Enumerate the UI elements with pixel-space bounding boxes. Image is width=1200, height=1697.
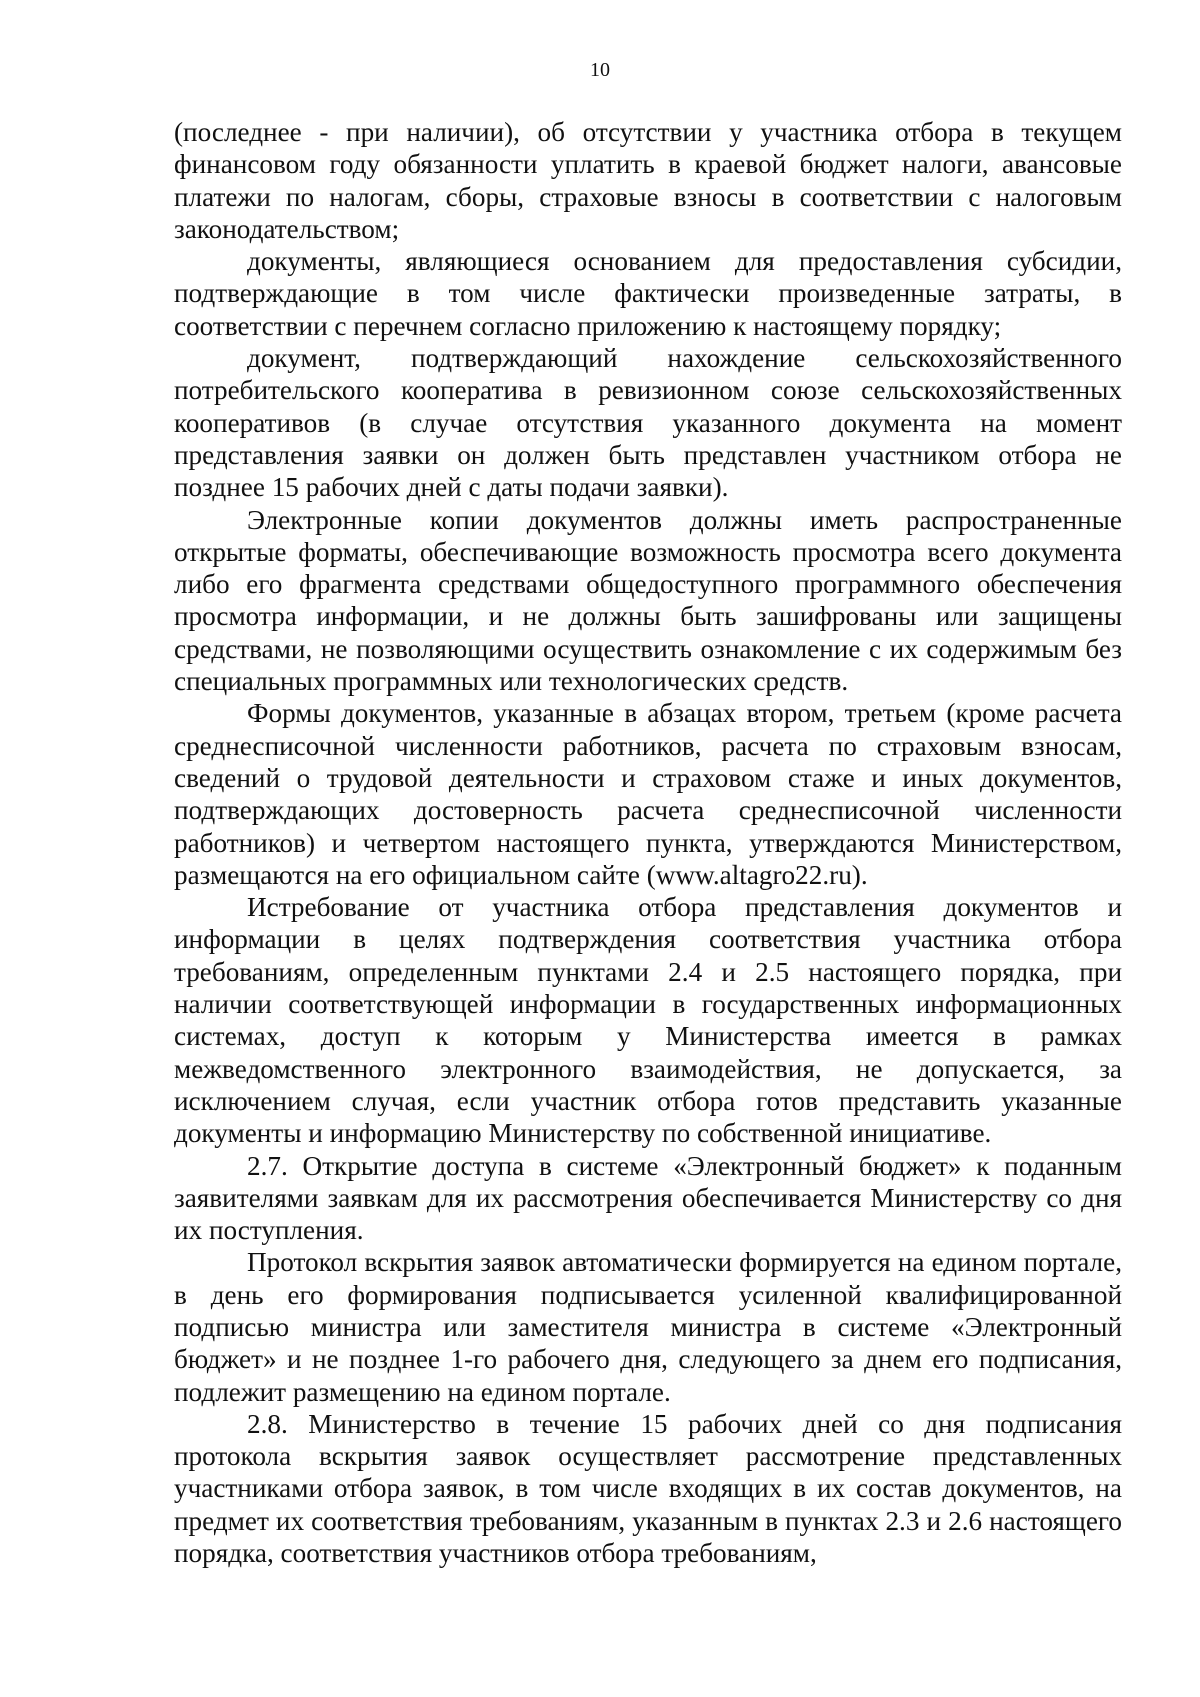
paragraph-5: Формы документов, указанные в абзацах втором, третьем (кроме расчета среднесписочной численности работников, расчета по страховым взносам, сведений о трудовой деятельности и страховом стаже и иных документов, подтверждающих достоверность расчета среднесписочной численности работников) и четвертом настоящего пункта, утверждаются Министерством, размещаются на его официальном сайте (www.altagro22.ru). — [174, 698, 1122, 890]
paragraph-1: (последнее - при наличии), об отсутствии у участника отбора в текущем финансовом году обязанности уплатить в краевой бюджет налоги, авансовые платежи по налогам, сборы, страховые взносы в соответствии с налоговым законодательством; — [174, 117, 1122, 244]
paragraph-6: Истребование от участника отбора представления документов и информации в целях подтверждения соответствия участника отбора требованиям, определенным пунктами 2.4 и 2.5 настоящего порядка, при наличии соответствующей информации в государственных информационных системах, доступ к которым у Министерства имеется в рамках межведомственного электронного взаимодействия, не допускается, за исключением случая, если участник отбора готов представить указанные документы и информацию Министерству по собственной инициативе. — [174, 892, 1122, 1149]
paragraph-7-section-2-7: 2.7. Открытие доступа в системе «Электронный бюджет» к поданным заявителями заявкам для их рассмотрения обеспечивается Министерству со дня их поступления. — [174, 1150, 1122, 1246]
document-body — [174, 116, 1122, 1569]
page-number: 10 — [590, 59, 610, 81]
paragraph-2: документы, являющиеся основанием для предоставления субсидии, подтверждающие в том числе фактически произведенные затраты, в соответствии с перечнем согласно приложению к настоящему порядку; — [174, 246, 1122, 341]
paragraph-9-section-2-8: 2.8. Министерство в течение 15 рабочих дней со дня подписания протокола вскрытия заявок осуществляет рассмотрение представленных участниками отбора заявок, в том числе входящих в их состав документов, на предмет их соответствия требованиям, указанным в пунктах 2.3 и 2.6 настоящего порядка, соответствия участников отбора требованиям, — [174, 1408, 1122, 1569]
paragraph-8: Протокол вскрытия заявок автоматически формируется на едином портале, в день его формирования подписывается усиленной квалифицированной подписью министра или заместителя министра в системе «Электронный бюджет» и не позднее 1-го рабочего дня, следующего за днем его подписания, подлежит размещению на едином портале. — [174, 1247, 1122, 1407]
paragraph-3: документ, подтверждающий нахождение сельскохозяйственного потребительского кооператива в ревизионном союзе сельскохозяйственных кооперативов (в случае отсутствия указанного документа на момент представления заявки он должен быть представлен участником отбора не позднее 15 рабочих дней с даты подачи заявки). — [174, 343, 1122, 503]
paragraph-4: Электронные копии документов должны иметь распространенные открытые форматы, обеспечивающие возможность просмотра всего документа либо его фрагмента средствами общедоступного программного обеспечения просмотра информации, и не должны быть зашифрованы или защищены средствами, не позволяющими осуществить ознакомление с их содержимым без специальных программных или технологических средств. — [174, 504, 1122, 697]
